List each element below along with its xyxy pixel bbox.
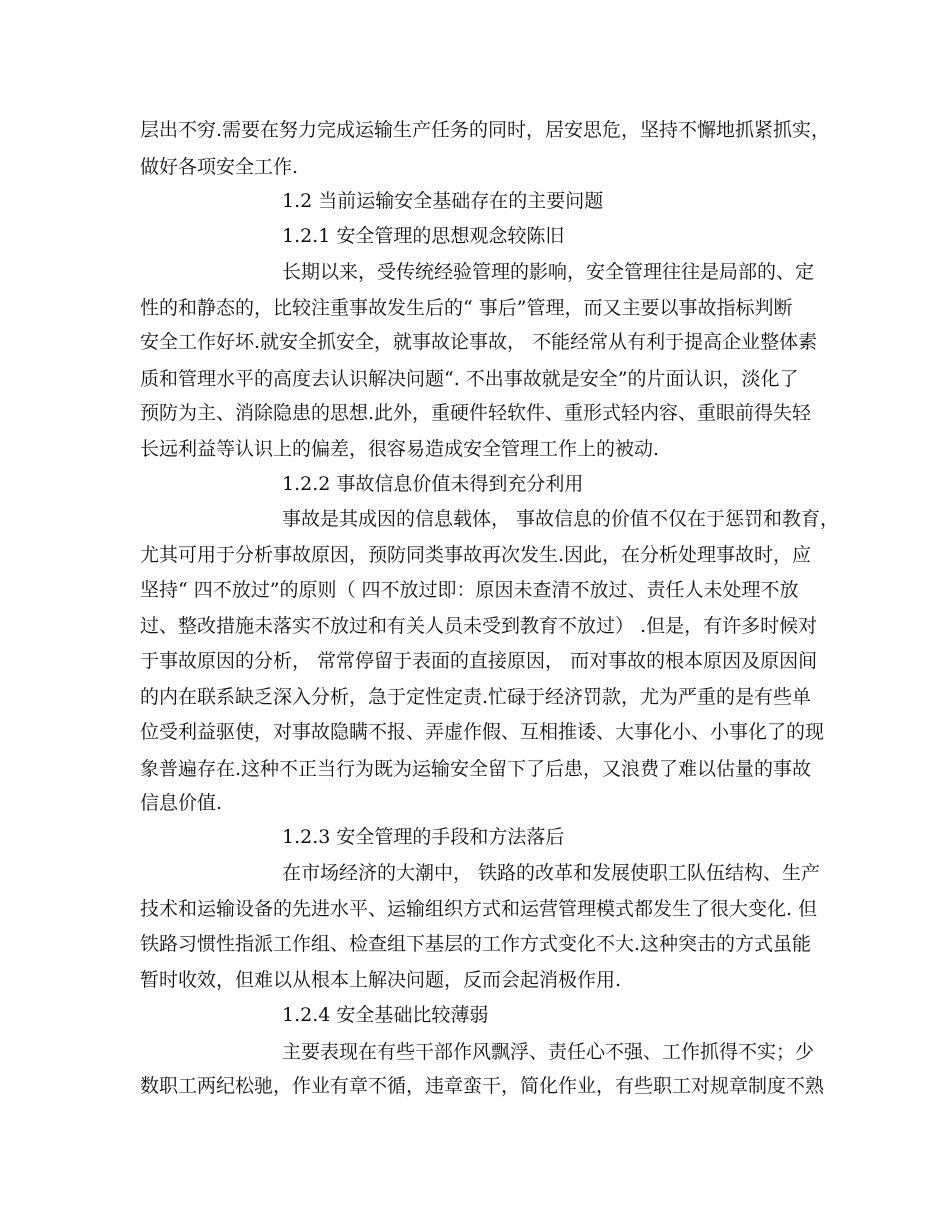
- subsection-heading: 1.2.2 事故信息价值未得到充分利用: [282, 473, 584, 495]
- paragraph-start: 在市场经济的大潮中， 铁路的改革和发展使职工队伍结构、生产: [282, 862, 821, 884]
- text-line: 尤其可用于分析事故原因，预防同类事故再次发生.因此，在分析处理事故时，应: [140, 544, 812, 566]
- text-line: 长远利益等认识上的偏差，很容易造成安全管理工作上的被动.: [140, 438, 660, 460]
- text-line: 铁路习惯性指派工作组、检查组下基层的工作方式变化不大.这种突击的方式虽能: [140, 933, 812, 955]
- paragraph-start: 长期以来，受传统经验管理的影响，安全管理往往是局部的、定: [282, 261, 815, 283]
- text-line: 层出不穷.需要在努力完成运输生产任务的同时，居安思危，坚持不懈地抓紧抓实，: [140, 119, 831, 141]
- text-line: 质和管理水平的高度去认识解决问题“. 不出事故就是安全”的片面认识，淡化了: [140, 368, 799, 390]
- section-heading: 1.2 当前运输安全基础存在的主要问题: [282, 190, 604, 212]
- text-line: 性的和静态的，比较注重事故发生后的“ 事后”管理，而又主要以事故指标判断: [140, 297, 793, 319]
- text-line: 信息价值.: [140, 792, 223, 814]
- paragraph-start: 主要表现在有些干部作风飘浮、责任心不强、工作抓得不实；少: [282, 1041, 815, 1063]
- text-line: 过、整改措施未落实不放过和有关人员未受到教育不放过） .但是，有许多时候对: [140, 615, 818, 637]
- text-line: 做好各项安全工作.: [140, 156, 299, 178]
- text-line: 技术和运输设备的先进水平、运输组织方式和运营管理模式都发生了很大变化. 但: [140, 898, 818, 920]
- text-line: 暂时收效，但难以从根本上解决问题，反而会起消极作用.: [140, 969, 622, 991]
- text-line: 预防为主、消除隐患的思想.此外，重硬件轻软件、重形式轻内容、重眼前得失轻: [140, 402, 812, 424]
- paragraph-start: 事故是其成因的信息载体， 事故信息的价值不仅在于惩罚和教育，: [282, 508, 840, 530]
- text-line: 数职工两纪松驰，作业有章不循，违章蛮干，简化作业，有些职工对规章制度不熟: [140, 1075, 825, 1097]
- subsection-heading: 1.2.1 安全管理的思想观念较陈旧: [282, 225, 565, 247]
- text-line: 安全工作好坏.就安全抓安全，就事故论事故， 不能经常从有利于提高企业整体素: [140, 331, 818, 353]
- text-line: 的内在联系缺乏深入分析，急于定性定责.忙碌于经济罚款，尤为严重的是有些单: [140, 686, 812, 708]
- subsection-heading: 1.2.3 安全管理的手段和方法落后: [282, 826, 565, 848]
- text-line: 位受利益驱使，对事故隐瞒不报、弄虚作假、互相推诿、大事化小、小事化了的现: [140, 721, 825, 743]
- subsection-heading: 1.2.4 安全基础比较薄弱: [282, 1004, 489, 1026]
- text-line: 坚持“ 四不放过”的原则（ 四不放过即：原因未查清不放过、责任人未处理不放: [140, 579, 799, 601]
- text-line: 象普遍存在.这种不正当行为既为运输安全留下了后患，又浪费了难以估量的事故: [140, 758, 812, 780]
- text-line: 于事故原因的分析， 常常停留于表面的直接原因， 而对事故的根本原因及原因间: [140, 650, 818, 672]
